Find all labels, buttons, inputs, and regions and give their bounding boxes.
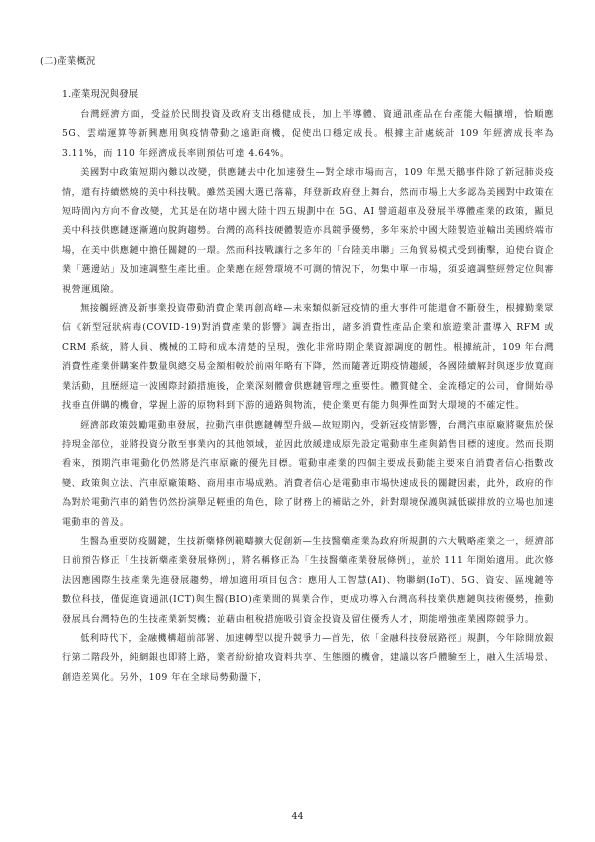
paragraph: 無接觸經濟及新事業投資帶動消費企業再創高峰—未來類似新冠疫情的重大事件可能還會不斷發生，根據勤業眾信《新型冠狀病毒(COVID-19)對消費產業的影響》調查指出，諸多消費性產品企業和旅遊業計畫導入 RFM 或 CRM 系統，將人員、機械的工時和成本清楚的呈現，強化非常時期企業資源調度的韌性。根據統計，109 年台灣消費性產業併購案件數量與總交易金額相較於前兩年略有下降，然而隨著近期疫情趨緩，各國陸續解封與逐步放寬商業活動，且歷經這一波國際封鎖措施後，企業深刻體會供應鏈管理之重要性。體質健全、金流穩定的公司，會開始尋找垂直併購的機會，掌握上游的原物料到下游的通路與物流，使企業更有能力與彈性面對大環境的不確定性。 bbox=[62, 304, 554, 412]
paragraph: 美國對中政策短期內難以改變，供應鏈去中化加速發生—對全球市場而言，109 年黑天鵝事件除了新冠肺炎疫情，還有持續燃燒的美中科技戰。雖然美國大選已落幕，拜登新政府登上舞台，然而市場上大多認為美國對中政策在短時間內方向不會改變，尤其是在防堵中國大陸十四五規劃中在 5G、AI 譬道超車及發展半導體產業的政策，顯見美中科技供應鏈逐漸邁向脫鉤趨勢。台灣的高科技硬體製造亦具競爭優勢，多年來於中國大陸製造並輸出美國終端市場，在美中供應鏈中擔任關鍵的一環。然而科技戰讓行之多年的「台陸美串聯」三角貿易模式受到衝擊，迫使台資企業「選邊站」及加速調整生產比重。企業應在經營環境不可測的情況下，勿集中單一市場，須妥適調整經營定位與審視營運風險。 bbox=[62, 168, 554, 295]
section-heading: (二)產業概況 bbox=[40, 56, 96, 67]
paragraph: 經濟部政策鼓勵電動車發展，拉動汽車供應鏈轉型升級—故短期內，受新冠疫情影響，台灣汽車原廠將聚焦於保持現金部位，並將投資分散至事業內的其他領域，並因此放緩達成原先設定電動車生產與銷售目標的速度。然而長期看來，預期汽車電動化仍然將是汽車原廠的優先目標。電動車產業的四個主要成長動能主要來自消費者信心指數改變、政策與立法、汽車原廠策略、商用車市場成熟。消費者信心是電動車市場快速成長的關鍵因素，此外，政府的作為對於電動汽車的銷售仍然扮演舉足輕重的角色，除了財務上的補貼之外，針對環境保護與減低碳排放的立場也加速電動車的普及。 bbox=[62, 420, 554, 528]
paragraph: 低利時代下，金融機構超前部署、加速轉型以提升競爭力—首先，依「金融科技發展路徑」規劃，今年除開放銀行第二階段外，純網銀也即將上路，業者紛紛搶攻資料共享、生態圈的機會，建議以客戶體驗至上，融入生活場景、創造差異化。另外，109 年在全球局勢動盪下， bbox=[62, 633, 554, 683]
subsection-heading: 1.產業現況與發展 bbox=[62, 89, 139, 100]
paragraph: 生醫為重要防疫關鍵，生技新藥條例範疇擴大促創新—生技醫藥產業為政府所規劃的六大戰略產業之一，經濟部日前預告修正「生技新藥產業發展條例」，將名稱修正為「生技醫藥產業發展條例」，並於 111 年開始適用。此次修法因應國際生技產業先進發展趨勢，增加適用項目包含：應用人工智慧(AI)、物聯網(IoT)、5G、資安、區塊鏈等數位科技，僅促進資通訊(ICT)與生醫(BIO)產業間的異業合作，更成功導入台灣高科技業供應鏈與技術優勢，推動發展具台灣特色的生技產業新契機；並藉由租稅措施吸引資金投資及留住優秀人才，期能增強產業國際競爭力。 bbox=[62, 536, 554, 625]
paragraph: 台灣經濟方面，受益於民間投資及政府支出穩健成長，加上半導體、資通訊產品在台產能大幅擴增，恰順應 5G、雲端運算等新興應用與疫情帶動之遠距商機，促使出口穩定成長。根據主計處統計 109 年經濟成長率為 3.11%，而 110 年經濟成長率則預估可達 4.64%。 bbox=[62, 110, 554, 159]
body-text bbox=[62, 106, 554, 688]
page-number: 44 bbox=[291, 811, 304, 822]
